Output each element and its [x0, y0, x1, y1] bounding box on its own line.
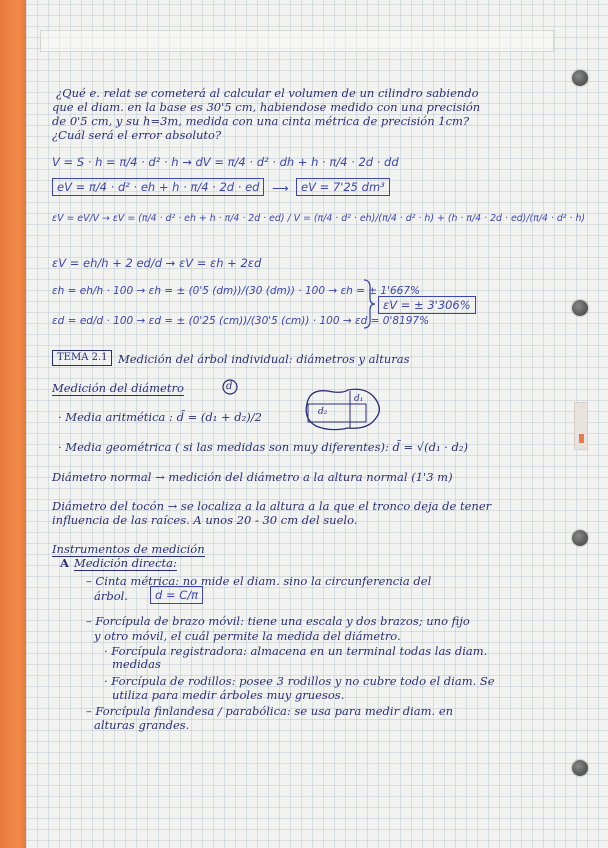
diametro-normal: Diámetro normal → medición del diámetro a la altura normal (1'3 m)	[52, 470, 453, 484]
relative-error-formula: εV = eV/V → εV = (π/4 · d² · eh + h · π/4 · 2d · ed) / V = (π/4 · d² · eh)/(π/4 · d² · h) + (h · π/4 · 2d · ed)/(π/4 · d² · h)	[52, 213, 586, 224]
sketch-label-d2: d₂	[318, 407, 328, 417]
cinta-metrica: – Cinta métrica: no mide el diam. sino la circunferencia del	[86, 574, 432, 588]
eps-h-calc: εh = eh/h · 100 → εh = ± (0'5 (dm))/(30 (dm)) · 100 → εh = ± 1'667%	[52, 285, 421, 297]
cinta-formula: d = C/π	[150, 586, 203, 604]
abs-error-formula: eV = π/4 · d² · eh + h · π/4 · 2d · ed	[52, 178, 264, 196]
binder-hole	[572, 300, 588, 316]
arrow: ⟶	[272, 181, 289, 195]
trunk-cross-section-sketch	[298, 386, 388, 432]
subheading: Medición directa:	[74, 556, 177, 570]
tema-title: Medición del árbol individual: diámetros y alturas	[118, 352, 410, 366]
tema-label: TEMA 2.1	[57, 352, 108, 363]
diametro-tocon: influencia de las raíces. A unos 20 - 30 cm del suelo.	[52, 513, 358, 527]
page-tab-marker	[579, 434, 584, 443]
forcipula-registradora: medidas	[112, 657, 161, 671]
media-aritmetica: · Media aritmética : d̄ = (d₁ + d₂)/2	[58, 410, 262, 424]
diametro-tocon: Diámetro del tocón → se localiza a la altura a la que el tronco deja de tener	[52, 499, 492, 513]
binder-hole	[572, 530, 588, 546]
question-line: ¿Cuál será el error absoluto?	[52, 128, 222, 142]
question-line: ¿Qué e. relat se cometerá al calcular el volumen de un cilindro sabiendo	[56, 86, 479, 100]
eps-d-calc: εd = ed/d · 100 → εd = ± (0'25 (cm))/(30'5 (cm)) · 100 → εd = 0'8197%	[52, 315, 430, 327]
binder-hole	[572, 760, 588, 776]
binder-hole	[572, 70, 588, 86]
list-marker: A	[60, 556, 69, 570]
brace-icon	[362, 278, 376, 330]
media-geometrica: · Media geométrica ( si las medidas son muy diferentes): d̄ = √(d₁ · d₂)	[58, 440, 469, 454]
forcipula-rodillos: · Forcípula de rodillos: posee 3 rodillos y no cubre todo el diam. Se	[104, 674, 495, 688]
section-heading: Instrumentos de medición	[52, 542, 205, 556]
question-line: que el diam. en la base es 30'5 cm, habiendose medido con una precisión	[52, 100, 481, 114]
abs-error-result: eV = 7'25 dm³	[296, 178, 390, 196]
orange-margin-strip	[0, 0, 26, 848]
relative-error-sum: εV = eh/h + 2 ed/d → εV = εh + 2εd	[52, 256, 262, 270]
forcipula-brazo: y otro móvil, el cuál permite la medida del diámetro.	[94, 629, 401, 643]
question-line: de 0'5 cm, y su h=3m, medida con una cinta métrica de precisión 1cm?	[52, 114, 470, 128]
forcipula-finlandesa: – Forcípula finlandesa / parabólica: se usa para medir diam. en	[86, 704, 454, 718]
circled-d-letter: d	[226, 381, 233, 392]
sketch-label-d1: d₁	[354, 394, 364, 404]
forcipula-registradora: · Forcípula registradora: almacena en un terminal todas las diam.	[104, 644, 488, 658]
cinta-metrica: árbol.	[94, 589, 128, 603]
forcipula-rodillos: utiliza para medir árboles muy gruesos.	[112, 688, 345, 702]
eps-v-result: εV = ± 3'306%	[378, 296, 476, 314]
volume-formula: V = S · h = π/4 · d² · h → dV = π/4 · d² · dh + h · π/4 · 2d · dd	[52, 155, 399, 169]
forcipula-finlandesa: alturas grandes.	[94, 718, 190, 732]
header-box	[40, 30, 554, 52]
forcipula-brazo: – Forcípula de brazo móvil: tiene una escala y dos brazos; uno fijo	[86, 614, 470, 628]
section-heading: Medición del diámetro	[52, 381, 184, 395]
